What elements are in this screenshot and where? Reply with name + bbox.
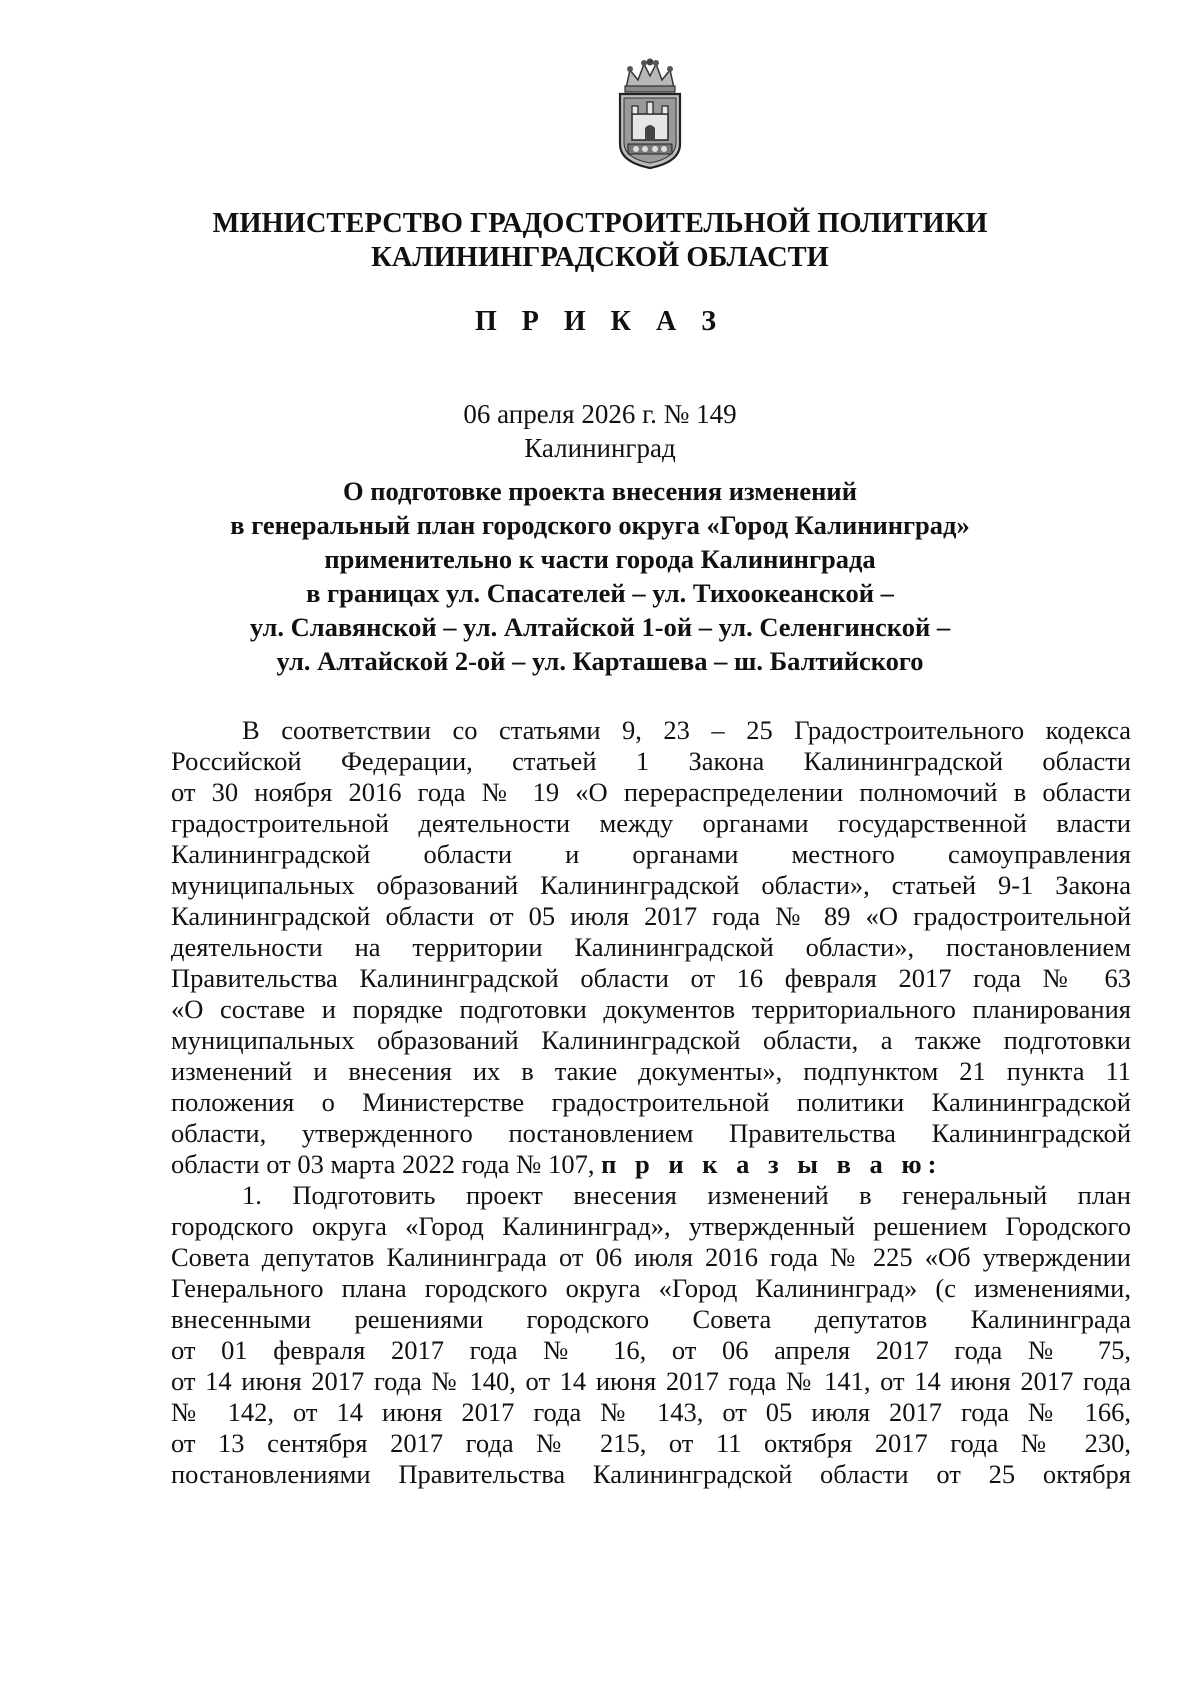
body-line: постановлениями Правительства Калининградской области от 25 октября bbox=[171, 1459, 1131, 1489]
body-line: от 01 февраля 2017 года № 16, от 06 апреля 2017 года № 75, bbox=[171, 1335, 1131, 1365]
subject-line: ул. Славянской – ул. Алтайской 1-ой – ул. Селенгинской – bbox=[249, 612, 951, 642]
document-type: П Р И К А З bbox=[475, 306, 725, 337]
body-line: Генерального плана городского округа «Город Калининград» (с изменениями, bbox=[171, 1273, 1131, 1303]
body-line-order bbox=[171, 1148, 1131, 1180]
body-line: муниципальных образований Калининградской области, а также подготовки bbox=[171, 1025, 1131, 1055]
body-line: деятельности на территории Калининградской области», постановлением bbox=[171, 932, 1131, 962]
subject-line: применительно к части города Калининграда bbox=[324, 544, 876, 574]
body-line: от 13 сентября 2017 года № 215, от 11 октября 2017 года № 230, bbox=[171, 1428, 1131, 1458]
order-word: п р и к а з ы в а ю: bbox=[601, 1149, 943, 1179]
body-line: области, утвержденного постановлением Правительства Калининградской bbox=[171, 1118, 1131, 1148]
body-line: градостроительной деятельности между органами государственной власти bbox=[171, 808, 1131, 838]
subject-line: в границах ул. Спасателей – ул. Тихоокеанской – bbox=[306, 578, 894, 608]
document-date-number: 06 апреля 2026 г. № 149 bbox=[463, 399, 737, 429]
body-line: № 142, от 14 июня 2017 года № 143, от 05 июля 2017 года № 166, bbox=[171, 1397, 1131, 1427]
body-line: от 14 июня 2017 года № 140, от 14 июня 2017 года № 141, от 14 июня 2017 года bbox=[171, 1366, 1131, 1396]
body-line: изменений и внесения их в такие документы», подпунктом 21 пункта 11 bbox=[171, 1056, 1131, 1086]
body-line: городского округа «Город Калининград», утвержденный решением Городского bbox=[171, 1211, 1131, 1241]
ministry-name-line-2: КАЛИНИНГРАДСКОЙ ОБЛАСТИ bbox=[371, 242, 829, 273]
subject-line: О подготовке проекта внесения изменений bbox=[343, 476, 857, 506]
body-line: Совета депутатов Калининграда от 06 июля 2016 года № 225 «Об утверждении bbox=[171, 1242, 1131, 1272]
ministry-name-line-1: МИНИСТЕРСТВО ГРАДОСТРОИТЕЛЬНОЙ ПОЛИТИКИ bbox=[212, 208, 988, 239]
document-city: Калининград bbox=[524, 433, 676, 463]
body-line: Калининградской области от 05 июля 2017 года № 89 «О градостроительной bbox=[171, 901, 1131, 931]
body-line: положения о Министерстве градостроительной политики Калининградской bbox=[171, 1087, 1131, 1117]
body-line: от 30 ноября 2016 года № 19 «О перераспределении полномочий в области bbox=[171, 777, 1131, 807]
body-line: области от 03 марта 2022 года № 107, bbox=[171, 1149, 595, 1179]
body-line: муниципальных образований Калининградской области», статьей 9-1 Закона bbox=[171, 870, 1131, 900]
body-line: «О составе и порядке подготовки документов территориального планирования bbox=[171, 994, 1131, 1024]
subject-line: в генеральный план городского округа «Город Калининград» bbox=[230, 510, 970, 540]
body-line: внесенными решениями городского Совета депутатов Калининграда bbox=[171, 1304, 1131, 1334]
body-line: 1. Подготовить проект внесения изменений в генеральный план bbox=[242, 1180, 1131, 1210]
coat-of-arms-icon bbox=[612, 58, 688, 170]
body-line: Калининградской области и органами местного самоуправления bbox=[171, 839, 1131, 869]
body-line: В соответствии со статьями 9, 23 – 25 Градостроительного кодекса bbox=[242, 715, 1131, 745]
body-line: Правительства Калининградской области от 16 февраля 2017 года № 63 bbox=[171, 963, 1131, 993]
body-line: Российской Федерации, статьей 1 Закона Калининградской области bbox=[171, 746, 1131, 776]
subject-line: ул. Алтайской 2-ой – ул. Карташева – ш. Балтийского bbox=[276, 646, 924, 676]
